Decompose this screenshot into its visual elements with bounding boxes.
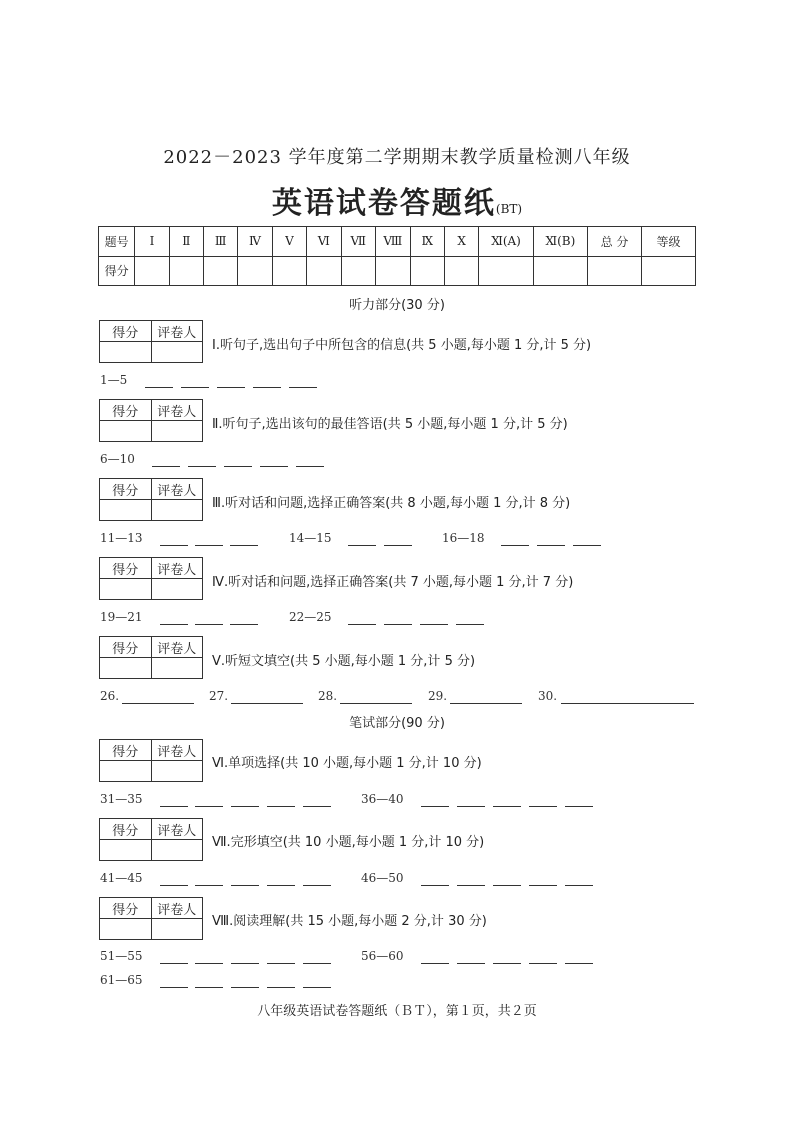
section-8-title: Ⅷ.阅读理解(共 15 小题,每小题 2 分,计 30 分) — [212, 914, 487, 929]
answer-blank-33[interactable] — [231, 806, 259, 807]
grader-box — [99, 399, 203, 442]
answer-blank-18[interactable] — [573, 545, 601, 546]
score-cell[interactable] — [410, 256, 444, 286]
col-header: Ⅷ — [376, 227, 411, 257]
col-header: Ⅴ — [272, 227, 306, 257]
grader-score-cell[interactable] — [100, 421, 152, 442]
answer-blank-39[interactable] — [529, 806, 557, 807]
answer-blank-15[interactable] — [384, 545, 412, 546]
answer-blank-59[interactable] — [529, 963, 557, 964]
grader-name-label: 评卷人 — [151, 321, 203, 342]
answer-label-51-55: 51—55 — [100, 949, 143, 963]
col-header: Ⅹ — [445, 227, 479, 257]
grader-name-cell[interactable] — [151, 342, 203, 363]
score-cell[interactable] — [641, 256, 695, 286]
answer-blank-36[interactable] — [421, 806, 449, 807]
grader-name-cell[interactable] — [151, 579, 203, 600]
answer-blank-23[interactable] — [384, 624, 412, 625]
grader-name-cell[interactable] — [151, 421, 203, 442]
grader-name-cell[interactable] — [151, 658, 203, 679]
answer-blank-27[interactable] — [231, 703, 303, 704]
answer-blank-37[interactable] — [457, 806, 485, 807]
grader-box — [99, 636, 203, 679]
grader-score-cell[interactable] — [100, 919, 152, 940]
grader-score-cell[interactable] — [100, 579, 152, 600]
answer-blank-63[interactable] — [231, 987, 259, 988]
answer-label-30: 30. — [538, 689, 558, 703]
section-4-title: Ⅳ.听对话和问题,选择正确答案(共 7 小题,每小题 1 分,计 7 分) — [212, 575, 574, 590]
answer-blank-30[interactable] — [561, 703, 694, 704]
grader-name-cell[interactable] — [151, 500, 203, 521]
answer-blank-54[interactable] — [267, 963, 295, 964]
answer-blank-10[interactable] — [296, 466, 324, 467]
answer-label-27: 27. — [209, 689, 229, 703]
answer-blank-41[interactable] — [160, 885, 188, 886]
grader-name-label: 评卷人 — [151, 740, 203, 761]
answer-label-28: 28. — [318, 689, 338, 703]
answer-blank-22[interactable] — [348, 624, 376, 625]
col-header: Ⅸ — [410, 227, 444, 257]
writing-part-heading: 笔试部分(90 分) — [349, 716, 445, 731]
answer-label-22-25: 22—25 — [289, 610, 332, 624]
grader-score-label: 得分 — [100, 898, 152, 919]
answer-blank-35[interactable] — [303, 806, 331, 807]
answer-blank-43[interactable] — [231, 885, 259, 886]
grader-score-cell[interactable] — [100, 761, 152, 782]
answer-label-41-45: 41—45 — [100, 871, 143, 885]
answer-blank-60[interactable] — [565, 963, 593, 964]
answer-blank-26[interactable] — [122, 703, 194, 704]
grader-box — [99, 557, 203, 600]
grader-box — [99, 739, 203, 782]
answer-label-1-5: 1—5 — [100, 373, 128, 387]
answer-label-16-18: 16—18 — [442, 531, 485, 545]
answer-blank-6[interactable] — [152, 466, 180, 467]
answer-label-11-13: 11—13 — [100, 531, 143, 545]
answer-blank-48[interactable] — [493, 885, 521, 886]
answer-blank-12[interactable] — [195, 545, 223, 546]
grader-box — [99, 478, 203, 521]
answer-blank-65[interactable] — [303, 987, 331, 988]
answer-blank-24[interactable] — [420, 624, 448, 625]
grader-score-cell[interactable] — [100, 342, 152, 363]
answer-blank-57[interactable] — [457, 963, 485, 964]
answer-blank-7[interactable] — [188, 466, 216, 467]
answer-blank-47[interactable] — [457, 885, 485, 886]
col-header: Ⅺ(B) — [533, 227, 587, 257]
score-cell[interactable] — [238, 256, 272, 286]
answer-label-56-60: 56—60 — [361, 949, 404, 963]
answer-blank-8[interactable] — [224, 466, 252, 467]
score-cell[interactable] — [479, 256, 533, 286]
answer-blank-11[interactable] — [160, 545, 188, 546]
answer-blank-14[interactable] — [348, 545, 376, 546]
col-header: Ⅳ — [238, 227, 272, 257]
grader-name-label: 评卷人 — [151, 637, 203, 658]
score-table-score-row — [99, 256, 696, 286]
grader-name-cell[interactable] — [151, 919, 203, 940]
col-header: 总 分 — [588, 227, 642, 257]
grader-score-label: 得分 — [100, 740, 152, 761]
answer-blank-4[interactable] — [253, 387, 281, 388]
exam-title — [0, 178, 794, 222]
grader-score-label: 得分 — [100, 819, 152, 840]
col-header: Ⅲ — [203, 227, 237, 257]
grader-box — [99, 320, 203, 363]
section-2-title: Ⅱ.听句子,选出该句的最佳答语(共 5 小题,每小题 1 分,计 5 分) — [212, 417, 568, 432]
section-3-title: Ⅲ.听对话和问题,选择正确答案(共 8 小题,每小题 1 分,计 8 分) — [212, 496, 571, 511]
answer-blank-29[interactable] — [450, 703, 522, 704]
col-header: Ⅵ — [307, 227, 341, 257]
score-cell[interactable] — [341, 256, 376, 286]
answer-blank-32[interactable] — [195, 806, 223, 807]
section-6-title: Ⅵ.单项选择(共 10 小题,每小题 1 分,计 10 分) — [212, 756, 482, 771]
grader-score-label: 得分 — [100, 558, 152, 579]
answer-blank-56[interactable] — [421, 963, 449, 964]
score-table — [98, 226, 696, 286]
answer-blank-25[interactable] — [456, 624, 484, 625]
score-cell[interactable] — [169, 256, 203, 286]
grader-score-label: 得分 — [100, 321, 152, 342]
score-cell[interactable] — [307, 256, 341, 286]
answer-label-46-50: 46—50 — [361, 871, 404, 885]
answer-blank-55[interactable] — [303, 963, 331, 964]
answer-blank-38[interactable] — [493, 806, 521, 807]
answer-blank-51[interactable] — [160, 963, 188, 964]
answer-blank-45[interactable] — [303, 885, 331, 886]
exam-code: (BT) — [495, 202, 523, 216]
answer-blank-52[interactable] — [195, 963, 223, 964]
question-number-label: 题号 — [99, 227, 135, 257]
answer-blank-16[interactable] — [501, 545, 529, 546]
grader-name-label: 评卷人 — [151, 400, 203, 421]
answer-blank-53[interactable] — [231, 963, 259, 964]
score-cell[interactable] — [376, 256, 411, 286]
answer-blank-61[interactable] — [160, 987, 188, 988]
col-header: 等级 — [641, 227, 695, 257]
answer-label-26: 26. — [100, 689, 120, 703]
answer-blank-50[interactable] — [565, 885, 593, 886]
answer-blank-3[interactable] — [217, 387, 245, 388]
answer-blank-9[interactable] — [260, 466, 288, 467]
exam-title-text: 英语试卷答题纸 — [271, 186, 496, 221]
answer-blank-46[interactable] — [421, 885, 449, 886]
score-row-label: 得分 — [99, 256, 135, 286]
answer-blank-2[interactable] — [181, 387, 209, 388]
grader-box — [99, 897, 203, 940]
answer-blank-1[interactable] — [145, 387, 173, 388]
grader-score-label: 得分 — [100, 637, 152, 658]
answer-blank-44[interactable] — [267, 885, 295, 886]
answer-blank-31[interactable] — [160, 806, 188, 807]
score-table-header-row — [99, 227, 696, 257]
answer-blank-34[interactable] — [267, 806, 295, 807]
exam-subtitle: 2022－2023 学年度第二学期期末教学质量检测八年级 — [163, 147, 631, 168]
answer-label-19-21: 19—21 — [100, 610, 143, 624]
grader-name-label: 评卷人 — [151, 819, 203, 840]
answer-blank-13[interactable] — [230, 545, 258, 546]
grader-name-cell[interactable] — [151, 761, 203, 782]
answer-blank-49[interactable] — [529, 885, 557, 886]
grader-name-label: 评卷人 — [151, 558, 203, 579]
grader-score-cell[interactable] — [100, 658, 152, 679]
score-cell[interactable] — [588, 256, 642, 286]
answer-label-14-15: 14—15 — [289, 531, 332, 545]
answer-blank-17[interactable] — [537, 545, 565, 546]
section-5-title: Ⅴ.听短文填空(共 5 小题,每小题 1 分,计 5 分) — [212, 654, 476, 669]
score-cell[interactable] — [533, 256, 587, 286]
answer-blank-58[interactable] — [493, 963, 521, 964]
answer-label-61-65: 61—65 — [100, 973, 143, 987]
answer-label-31-35: 31—35 — [100, 792, 143, 806]
page-footer: 八年级英语试卷答题纸（ＢＴ），第１页，共２页 — [257, 1004, 537, 1019]
grader-name-label: 评卷人 — [151, 479, 203, 500]
answer-blank-64[interactable] — [267, 987, 295, 988]
score-cell[interactable] — [445, 256, 479, 286]
col-header: Ⅶ — [341, 227, 376, 257]
answer-blank-40[interactable] — [565, 806, 593, 807]
answer-blank-62[interactable] — [195, 987, 223, 988]
grader-score-cell[interactable] — [100, 500, 152, 521]
answer-label-29: 29. — [428, 689, 448, 703]
answer-blank-21[interactable] — [230, 624, 258, 625]
grader-score-label: 得分 — [100, 400, 152, 421]
answer-label-36-40: 36—40 — [361, 792, 404, 806]
col-header: Ⅱ — [169, 227, 203, 257]
answer-label-6-10: 6—10 — [100, 452, 135, 466]
col-header: Ⅰ — [135, 227, 169, 257]
answer-blank-28[interactable] — [340, 703, 412, 704]
grader-name-cell[interactable] — [151, 840, 203, 861]
grader-score-label: 得分 — [100, 479, 152, 500]
grader-score-cell[interactable] — [100, 840, 152, 861]
score-cell[interactable] — [203, 256, 237, 286]
col-header: Ⅺ(A) — [479, 227, 533, 257]
section-7-title: Ⅶ.完形填空(共 10 小题,每小题 1 分,计 10 分) — [212, 835, 485, 850]
score-cell[interactable] — [135, 256, 169, 286]
answer-blank-5[interactable] — [289, 387, 317, 388]
section-1-title: Ⅰ.听句子,选出句子中所包含的信息(共 5 小题,每小题 1 分,计 5 分) — [212, 338, 592, 353]
answer-blank-19[interactable] — [160, 624, 188, 625]
listening-part-heading: 听力部分(30 分) — [349, 298, 445, 313]
grader-name-label: 评卷人 — [151, 898, 203, 919]
answer-blank-42[interactable] — [195, 885, 223, 886]
score-cell[interactable] — [272, 256, 306, 286]
answer-blank-20[interactable] — [195, 624, 223, 625]
grader-box — [99, 818, 203, 861]
